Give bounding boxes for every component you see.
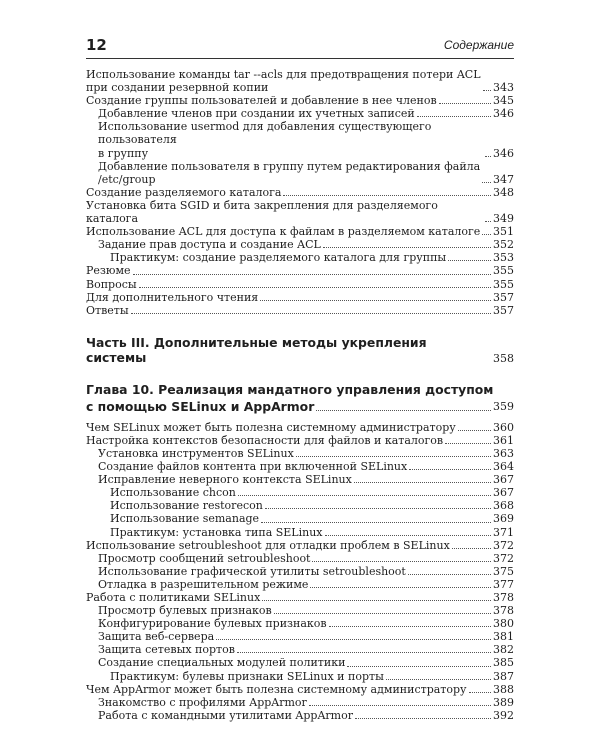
toc-entry-title-line: при создании резервной копии <box>86 81 269 95</box>
toc-entry-page: 363 <box>493 446 514 460</box>
toc-entry-title <box>110 526 323 539</box>
toc-entry-title-line: Исправление неверного контекста SELinux <box>98 473 352 487</box>
toc-entry-page: 348 <box>493 185 514 199</box>
toc-entry-title-line: Вопросы <box>86 277 137 291</box>
toc-entry-page: 372 <box>493 551 514 565</box>
toc-entry-title <box>110 499 263 512</box>
toc-entry[interactable] <box>86 68 514 94</box>
toc-entry[interactable] <box>86 186 514 199</box>
toc-entry-title <box>98 447 294 460</box>
toc-entry-title-line: Использование usermod для добавления существующего пользователя <box>98 120 432 147</box>
toc-entry-title <box>98 578 308 591</box>
toc-entry-title-line: Конфигурирование булевых признаков <box>98 617 327 631</box>
toc-entry-title-line: Чем SELinux может быть полезна системному администратору <box>86 420 456 434</box>
toc-entry-page: 380 <box>493 617 514 631</box>
toc-entry-title <box>86 539 450 552</box>
toc-entry-page: 360 <box>493 420 514 434</box>
toc-entry-page: 346 <box>493 107 514 121</box>
toc-entry-title <box>86 264 131 277</box>
toc-entry-title-line: Создание специальных модулей политики <box>98 656 346 670</box>
toc-entry-title <box>110 512 259 525</box>
toc-entry-page: 364 <box>493 460 514 474</box>
dot-leader <box>439 103 491 104</box>
toc-entry-page: 351 <box>493 225 514 239</box>
chapter-title-line-2: с помощью SELinux и AppArmor <box>86 398 315 414</box>
toc-entry-title <box>86 225 480 238</box>
dot-leader <box>283 195 491 196</box>
toc-entry-title <box>98 565 406 578</box>
page-header <box>86 36 514 59</box>
toc-entry-page: 377 <box>493 577 514 591</box>
toc-entry-title <box>110 251 446 264</box>
toc-entry-title <box>98 604 272 617</box>
toc-entry-title-line: Настройка контекстов безопасности для файлов и каталогов <box>86 433 444 447</box>
toc-entry-page: 371 <box>493 525 514 539</box>
dot-leader <box>139 287 491 288</box>
toc-entry[interactable] <box>86 447 514 460</box>
toc-entry[interactable] <box>86 552 514 565</box>
toc-entry[interactable] <box>86 604 514 617</box>
toc-entry-title <box>86 434 443 447</box>
toc-entry-page: 345 <box>493 94 514 108</box>
toc-entry[interactable] <box>86 238 514 251</box>
toc-entry-title-line: Использование команды tar --acls для предотвращения потери ACL <box>86 68 481 81</box>
toc-entry[interactable] <box>86 107 514 120</box>
toc-entry[interactable] <box>86 630 514 643</box>
toc-entry-title <box>86 421 456 434</box>
toc-entry-title-line: Использование restorecon <box>110 499 263 513</box>
toc-entry-title-line: Использование графической утилиты setroubleshoot <box>98 564 406 578</box>
dot-leader <box>133 274 491 275</box>
toc-entry-title <box>86 68 481 94</box>
toc-entry-title-line: Задание прав доступа и создание ACL <box>98 238 321 252</box>
toc-entry[interactable] <box>86 499 514 512</box>
toc-entry-title <box>98 630 214 643</box>
toc-entry[interactable] <box>86 304 514 317</box>
toc-entry-title-line: Резюме <box>86 264 131 278</box>
toc-entry[interactable] <box>86 486 514 499</box>
toc-entry-title <box>98 643 235 656</box>
toc-entry-title <box>86 186 281 199</box>
dot-leader <box>237 652 491 653</box>
part-title: Часть III. Дополнительные методы укрепления системы <box>86 334 427 365</box>
toc-entry-page: 392 <box>493 708 514 722</box>
dot-leader <box>329 626 491 627</box>
toc-entry[interactable] <box>86 643 514 656</box>
toc-entry-title <box>98 120 483 159</box>
toc-entry[interactable] <box>86 460 514 473</box>
toc-entry-title-line: Защита веб-сервера <box>98 630 215 644</box>
toc-entry-page: 388 <box>493 682 514 696</box>
toc-entry-title-line: Отладка в разрешительном режиме <box>98 577 309 591</box>
toc-entry-title-line: Использование ACL для доступа к файлам в разделяемом каталоге <box>86 225 481 239</box>
dot-leader <box>265 508 491 509</box>
toc-entry[interactable] <box>86 264 514 277</box>
toc-entry-title-line: Установка бита SGID и бита закрепления для разделяемого каталога <box>86 198 438 226</box>
toc-entry-page: 372 <box>493 538 514 552</box>
toc-entry-title-line: Создание разделяемого каталога <box>86 185 282 199</box>
dot-leader <box>445 443 491 444</box>
toc-entry-page: 367 <box>493 473 514 487</box>
toc-entry[interactable] <box>86 225 514 238</box>
toc-entry-page: 378 <box>493 591 514 604</box>
dot-leader <box>482 182 491 183</box>
dot-leader <box>482 234 491 235</box>
toc-entry[interactable] <box>86 251 514 264</box>
toc-entry-title <box>98 160 480 186</box>
dot-leader <box>417 116 491 117</box>
toc-entry[interactable] <box>86 120 514 159</box>
toc-entry-title-line: Добавление членов при создании их учетных записей <box>98 107 415 121</box>
toc-entry-title <box>110 670 384 683</box>
dot-leader <box>312 561 491 562</box>
toc-entry-page: 361 <box>493 433 514 447</box>
chapter-page: 359 <box>493 399 514 413</box>
toc-entry[interactable] <box>86 278 514 291</box>
toc-entry-title-line: Просмотр булевых признаков <box>98 604 272 618</box>
toc-entry-page: 353 <box>493 251 514 265</box>
dot-leader <box>274 613 491 614</box>
toc-entry-title <box>86 291 258 304</box>
toc-entry-title-line: Просмотр сообщений setroubleshoot <box>98 551 311 565</box>
chapter-title-line-1: Глава 10. Реализация мандатного управления доступом <box>86 381 494 397</box>
toc-entry-page: 355 <box>493 264 514 278</box>
dot-leader <box>323 247 491 248</box>
toc-entry[interactable] <box>86 512 514 525</box>
dot-leader <box>483 90 491 91</box>
toc-entry-title-line: Работа с политиками SELinux <box>86 591 261 604</box>
toc-entry-page: 349 <box>493 212 514 226</box>
part-heading <box>86 335 514 365</box>
dot-leader <box>386 679 491 680</box>
toc-entry[interactable] <box>86 709 514 722</box>
toc-entry[interactable] <box>86 160 514 186</box>
dot-leader <box>309 705 491 706</box>
dot-leader <box>485 221 491 222</box>
toc-entry[interactable] <box>86 591 514 604</box>
toc-entry[interactable] <box>86 565 514 578</box>
toc-entry-title-line: Работа с командными утилитами AppArmor <box>98 708 353 722</box>
toc-entry-title <box>86 199 483 225</box>
toc-block-chapter-9-tail <box>86 68 514 317</box>
toc-entry-title <box>98 107 415 120</box>
dot-leader <box>238 495 491 496</box>
toc-entry-page: 378 <box>493 604 514 618</box>
toc-entry[interactable] <box>86 526 514 539</box>
toc-entry-title <box>86 304 129 317</box>
dot-leader <box>448 260 491 261</box>
toc-entry[interactable] <box>86 473 514 486</box>
dot-leader <box>296 456 491 457</box>
toc-entry-title-line: Чем AppArmor может быть полезна системному администратору <box>86 682 467 696</box>
toc-entry-title-line: в группу <box>98 146 149 160</box>
dot-leader <box>262 600 491 601</box>
toc-entry-title-line: Использование setroubleshoot для отладки проблем в SELinux <box>86 538 450 552</box>
toc-block-chapter-10 <box>86 421 514 722</box>
toc-entry-title <box>98 617 327 630</box>
table-of-contents <box>86 68 514 722</box>
toc-entry[interactable] <box>86 670 514 683</box>
toc-entry-title <box>98 473 352 486</box>
toc-entry-title <box>86 94 437 107</box>
page-number: 12 <box>86 36 107 54</box>
dot-leader <box>409 469 491 470</box>
dot-leader <box>216 639 491 640</box>
toc-entry[interactable] <box>86 539 514 552</box>
toc-entry-title-line: Практикум: создание разделяемого каталога для группы <box>110 251 447 265</box>
dot-leader <box>316 410 491 411</box>
toc-entry[interactable] <box>86 656 514 669</box>
toc-entry-title <box>98 552 310 565</box>
toc-entry-page: 385 <box>493 656 514 670</box>
toc-entry[interactable] <box>86 291 514 304</box>
toc-entry-page: 369 <box>493 512 514 526</box>
toc-entry[interactable] <box>86 434 514 447</box>
toc-entry-title-line: Знакомство с профилями AppArmor <box>98 695 307 709</box>
toc-entry-title <box>98 238 321 251</box>
toc-entry-page: 346 <box>493 146 514 160</box>
dot-leader <box>354 482 491 483</box>
toc-entry[interactable] <box>86 683 514 696</box>
toc-entry[interactable] <box>86 94 514 107</box>
toc-entry-title-line: Установка инструментов SELinux <box>98 446 294 460</box>
toc-entry-page: 352 <box>493 238 514 252</box>
toc-entry-title <box>110 486 236 499</box>
part-page: 358 <box>493 351 514 365</box>
toc-entry-page: 368 <box>493 499 514 513</box>
dot-leader <box>260 300 491 301</box>
toc-entry-title <box>98 709 353 722</box>
toc-entry-title <box>86 683 467 696</box>
toc-entry-title-line: Использование semanage <box>110 512 260 526</box>
toc-entry-page: 357 <box>493 290 514 304</box>
toc-entry[interactable] <box>86 421 514 434</box>
toc-entry-page: 343 <box>493 81 514 95</box>
dot-leader <box>355 718 491 719</box>
toc-entry-title-line: Практикум: установка типа SELinux <box>110 525 323 539</box>
toc-entry-title <box>98 460 407 473</box>
dot-leader <box>325 535 491 536</box>
dot-leader <box>408 574 491 575</box>
toc-entry[interactable] <box>86 199 514 225</box>
toc-entry-title-line: Создание группы пользователей и добавление в нее членов <box>86 94 437 108</box>
dot-leader <box>458 430 491 431</box>
toc-entry-page: 357 <box>493 303 514 317</box>
chapter-heading <box>86 381 514 415</box>
dot-leader <box>261 522 491 523</box>
toc-entry-page: 367 <box>493 486 514 500</box>
toc-entry-title-line: Добавление пользователя в группу путем редактирования файла <box>98 159 481 173</box>
dot-leader <box>347 666 491 667</box>
toc-entry-title-line: /etc/group <box>98 172 156 186</box>
toc-entry-page: 387 <box>493 669 514 683</box>
toc-entry-page: 375 <box>493 564 514 578</box>
toc-entry[interactable] <box>86 696 514 709</box>
toc-entry-title <box>98 696 307 709</box>
toc-entry-page: 355 <box>493 277 514 291</box>
dot-leader <box>485 156 491 157</box>
toc-entry-title <box>86 591 260 604</box>
toc-entry-title-line: Защита сетевых портов <box>98 643 235 657</box>
toc-entry-title-line: Ответы <box>86 303 129 317</box>
dot-leader <box>131 313 491 314</box>
toc-entry-page: 382 <box>493 643 514 657</box>
toc-entry-title-line: Практикум: булевы признаки SELinux и порты <box>110 669 384 683</box>
toc-entry-page: 347 <box>493 172 514 186</box>
toc-entry-title-line: Для дополнительного чтения <box>86 290 259 304</box>
toc-entry-title-line: Использование chcon <box>110 486 236 500</box>
running-title: Содержание <box>443 38 514 52</box>
dot-leader <box>452 548 491 549</box>
toc-entry-title <box>86 278 137 291</box>
toc-entry-title-line: Создание файлов контента при включенной SELinux <box>98 460 408 474</box>
dot-leader <box>469 692 491 693</box>
toc-entry[interactable] <box>86 578 514 591</box>
toc-entry-page: 381 <box>493 630 514 644</box>
toc-entry-page: 389 <box>493 695 514 709</box>
toc-entry-title <box>98 656 345 669</box>
toc-entry[interactable] <box>86 617 514 630</box>
dot-leader <box>310 587 491 588</box>
